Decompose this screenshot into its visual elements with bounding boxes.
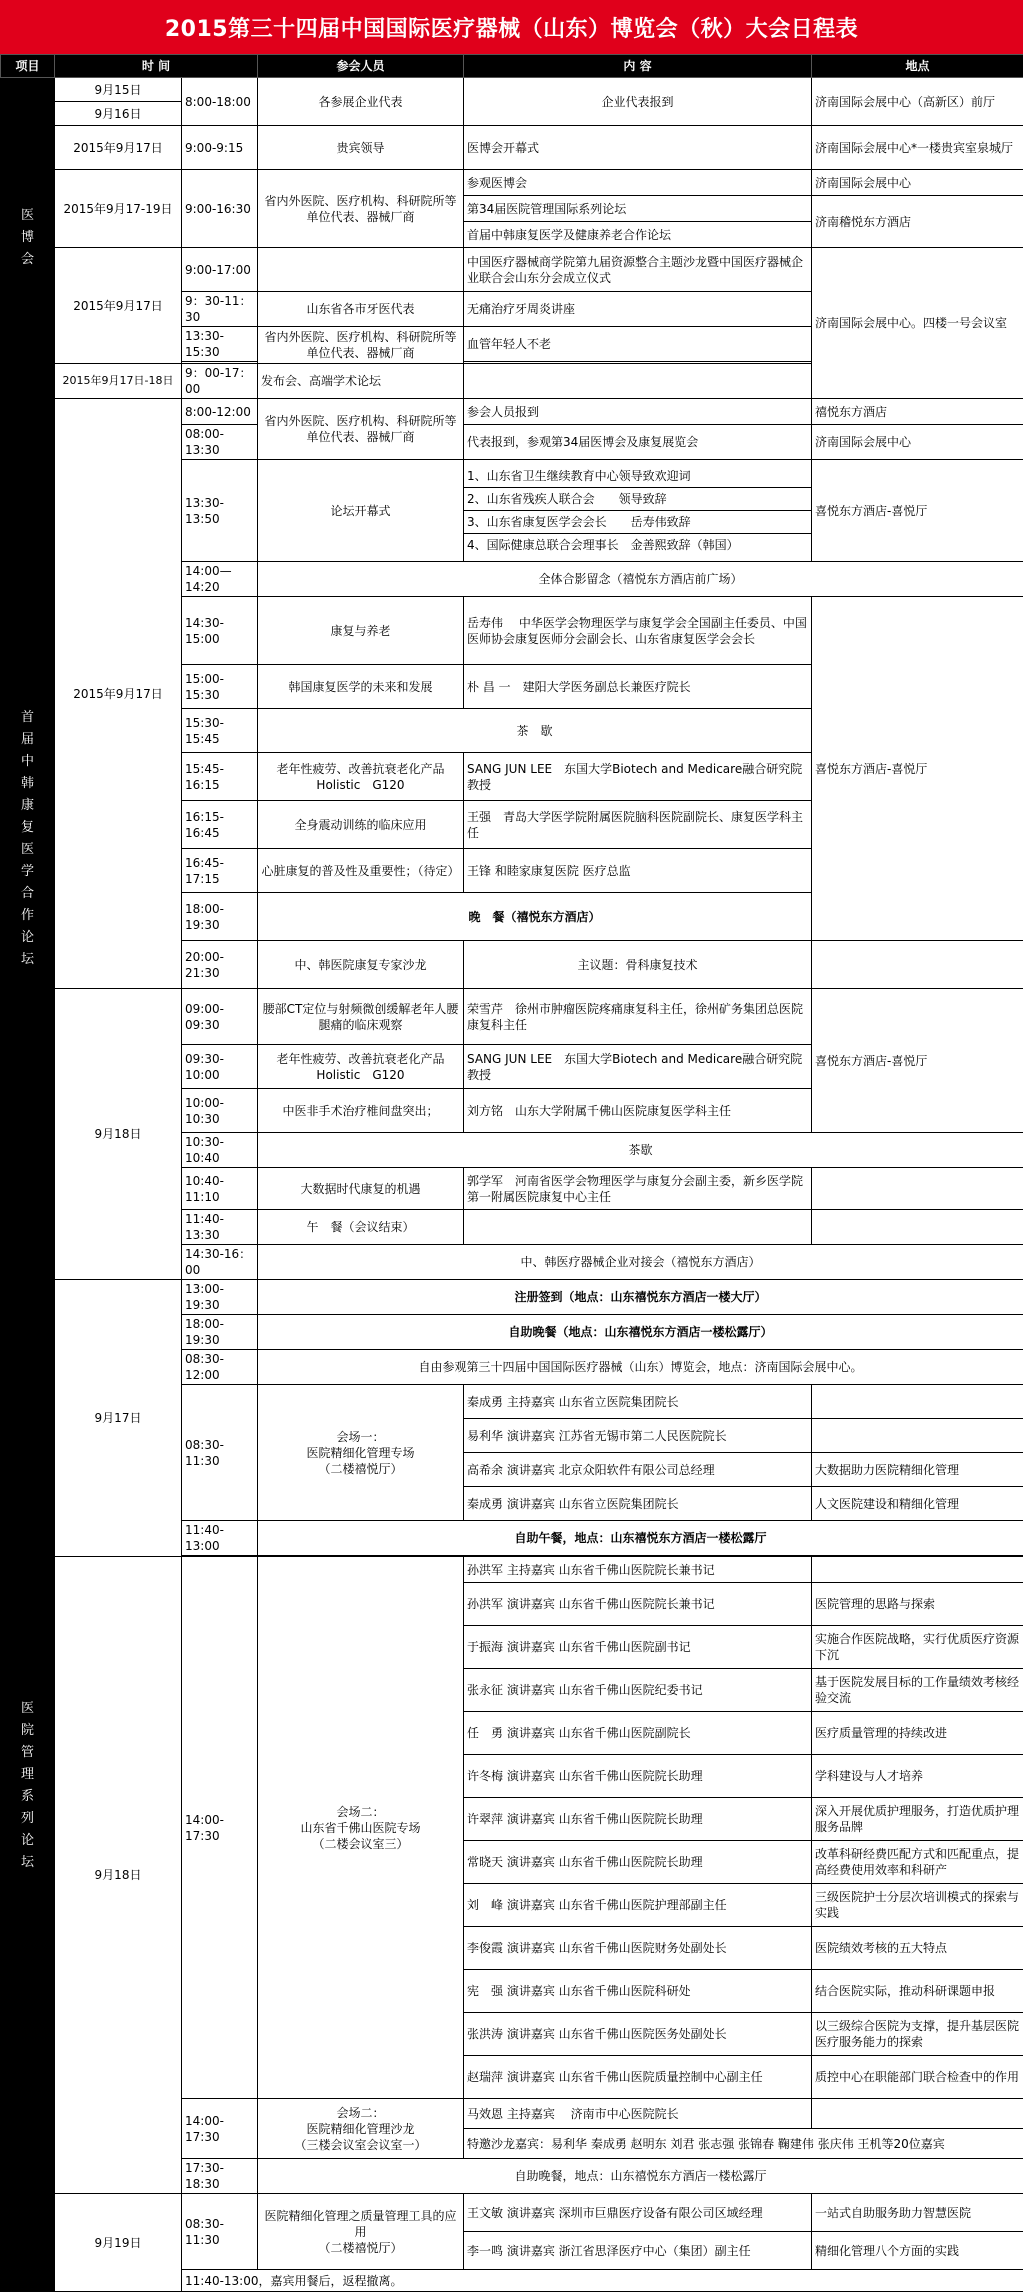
date-cell: 2015年9月17日 <box>55 126 182 170</box>
table-row <box>1 399 1023 425</box>
time-cell: 14:00-17:30 <box>182 1557 258 2099</box>
topic-cell: 精细化管理八个方面的实践 <box>812 2232 1023 2270</box>
speaker-cell: 宪 强 演讲嘉宾 山东省千佛山医院科研处 <box>464 1970 812 2013</box>
time-cell: 9:00-9:15 <box>182 126 258 170</box>
speaker-cell: 高希余 演讲嘉宾 北京众阳软件有限公司总经理 <box>464 1453 812 1487</box>
participants-cell: 全身震动训练的临床应用 <box>258 801 464 849</box>
topic-cell: 基于医院发展目标的工作量绩效考核经验交流 <box>812 1669 1023 1712</box>
date-cell: 9月15日 <box>55 78 182 102</box>
content-cell: 朴 昌 一 建阳大学医务副总长兼医疗院长 <box>464 665 812 709</box>
location-cell: 济南国际会展中心 <box>812 425 1023 460</box>
participants-cell: 中医非手术治疗椎间盘突出； <box>258 1089 464 1133</box>
speaker-cell: 孙洪军 主持嘉宾 山东省千佛山医院院长兼书记 <box>464 1557 812 1583</box>
content-cell: 全体合影留念（禧悦东方酒店前广场） <box>258 562 1023 597</box>
table-row <box>1 170 1023 196</box>
content-cell: 参观医博会 <box>464 170 812 196</box>
content-cell: 郭学军 河南省医学会物理医学与康复分会副主委，新乡医学院第一附属医院康复中心主任 <box>464 1168 812 1210</box>
table-row <box>1 989 1023 1045</box>
participants-cell: 省内外医院、医疗机构、科研院所等单位代表、器械厂商 <box>258 399 464 460</box>
time-cell: 09:30-10:00 <box>182 1045 258 1089</box>
topic-cell: 改革科研经费匹配方式和匹配重点，提高经费使用效率和科研产 <box>812 1841 1023 1884</box>
time-cell: 15:30-15:45 <box>182 709 258 753</box>
location-cell: 禧悦东方酒店 <box>812 399 1023 425</box>
time-cell: 16:15-16:45 <box>182 801 258 849</box>
content-cell: 中国医疗器械商学院第九届资源整合主题沙龙暨中国医疗器械企业联合会山东分会成立仪式 <box>464 248 812 292</box>
topic-cell: 深入开展优质护理服务，打造优质护理服务品牌 <box>812 1798 1023 1841</box>
content-cell: 代表报到，参观第34届医博会及康复展览会 <box>464 425 812 460</box>
content-cell: 荣雪芹 徐州市肿瘤医院疼痛康复科主任，徐州矿务集团总医院康复科主任 <box>464 989 812 1045</box>
speaker-cell: 马效恩 主持嘉宾 济南市中心医院院长 <box>464 2099 812 2129</box>
header-item: 项目 <box>1 55 55 78</box>
header-participants: 参会人员 <box>258 55 464 78</box>
participants-cell: 贵宾领导 <box>258 126 464 170</box>
time-cell: 17:30-18:30 <box>182 2159 258 2194</box>
time-cell: 9：30-11：30 <box>182 292 258 327</box>
speaker-cell: 刘 峰 演讲嘉宾 山东省千佛山医院护理部副主任 <box>464 1884 812 1927</box>
time-cell: 11:40-13:00 <box>182 1521 258 1556</box>
content-cell: 自助晚餐（地点：山东禧悦东方酒店一楼松露厅） <box>258 1315 1023 1350</box>
content-cell: 企业代表报到 <box>464 78 812 126</box>
time-cell: 08:30-12:00 <box>182 1350 258 1385</box>
location-cell: 喜悦东方酒店-喜悦厅 <box>812 460 1023 562</box>
content-cell: 刘方铭 山东大学附属千佛山医院康复医学科主任 <box>464 1089 812 1133</box>
table-header-row <box>1 55 1023 78</box>
topic-cell: 人文医院建设和精细化管理 <box>812 1487 1023 1521</box>
time-cell: 08:00-13:30 <box>182 425 258 460</box>
speaker-cell: 李俊霞 演讲嘉宾 山东省千佛山医院财务处副处长 <box>464 1927 812 1970</box>
participants-cell: 会场二： 医院精细化管理沙龙 （三楼会议室会议室一） <box>258 2099 464 2159</box>
time-cell: 13:30-15:30 <box>182 327 258 362</box>
content-cell: 第34届医院管理国际系列论坛 <box>464 196 812 222</box>
page-title: 2015第三十四届中国国际医疗器械（山东）博览会（秋）大会日程表 <box>0 0 1023 54</box>
topic-cell: 一站式自助服务助力智慧医院 <box>812 2194 1023 2232</box>
speaker-cell: 张洪涛 演讲嘉宾 山东省千佛山医院医务处副处长 <box>464 2013 812 2056</box>
participants-cell: 老年性疲劳、改善抗衰老化产品 Holistic G120 <box>258 753 464 801</box>
section-label-expo: 医 博 会 <box>1 78 55 399</box>
participants-cell: 省内外医院、医疗机构、科研院所等单位代表、器械厂商 <box>258 327 464 364</box>
location-cell: 喜悦东方酒店-喜悦厅 <box>812 597 1023 941</box>
time-cell: 13:30-13:50 <box>182 460 258 562</box>
topic-cell <box>812 1385 1023 1419</box>
date-cell: 2015年9月17-19日 <box>55 170 182 248</box>
participants-cell: 论坛开幕式 <box>258 460 464 562</box>
topic-cell: 大数据助力医院精细化管理 <box>812 1453 1023 1487</box>
content-cell: 医博会开幕式 <box>464 126 812 170</box>
participants-cell: 大数据时代康复的机遇 <box>258 1168 464 1210</box>
list-item: 3、山东省康复医学会会长 岳寿伟致辞 <box>464 511 811 534</box>
content-cell: 参会人员报到 <box>464 399 812 425</box>
section-label-rehab-forum: 首 届 中 韩 康 复 医 学 合 作 论 坛 <box>1 399 55 1280</box>
location-cell: 喜悦东方酒店-喜悦厅 <box>812 989 1023 1133</box>
speaker-cell: 张永征 演讲嘉宾 山东省千佛山医院纪委书记 <box>464 1669 812 1712</box>
topic-cell: 实施合作医院战略，实行优质医疗资源下沉 <box>812 1626 1023 1669</box>
header-location: 地点 <box>812 55 1023 78</box>
participants-cell: 午 餐（会议结束） <box>258 1210 464 1245</box>
table-row <box>1 1280 1023 1315</box>
content-cell <box>464 460 812 562</box>
date-cell: 9月18日 <box>55 989 182 1280</box>
content-cell: 血管年轻人不老 <box>464 327 812 362</box>
time-cell: 14:30-16：00 <box>182 1245 258 1280</box>
speaker-cell: 特邀沙龙嘉宾：易利华 秦成勇 赵明东 刘君 张志强 张锦春 鞠建伟 张庆伟 王机等20位嘉宾 <box>464 2129 1023 2159</box>
time-cell: 9:00-17:00 <box>182 248 258 292</box>
participants-cell: 会场二： 山东省千佛山医院专场 （二楼会议室三） <box>258 1557 464 2099</box>
content-cell: 自由参观第三十四届中国国际医疗器械（山东）博览会，地点：济南国际会展中心。 <box>258 1350 1023 1385</box>
participants-cell: 省内外医院、医疗机构、科研院所等单位代表、器械厂商 <box>258 170 464 248</box>
participants-cell: 会场一： 医院精细化管理专场 （二楼禧悦厅） <box>258 1385 464 1521</box>
date-cell: 9月16日 <box>55 102 182 126</box>
speaker-cell: 许翠萍 演讲嘉宾 山东省千佛山医院院长助理 <box>464 1798 812 1841</box>
topic-cell: 医院绩效考核的五大特点 <box>812 1927 1023 1970</box>
content-cell: 注册签到（地点：山东禧悦东方酒店一楼大厅） <box>258 1280 1023 1315</box>
schedule-table <box>0 54 1023 2292</box>
date-cell: 9月18日 <box>55 1557 182 2194</box>
speaker-cell: 李一鸣 演讲嘉宾 浙江省思泽医疗中心（集团）副主任 <box>464 2232 812 2270</box>
topic-cell: 质控中心在职能部门联合检查中的作用 <box>812 2056 1023 2099</box>
speaker-cell: 赵瑞萍 演讲嘉宾 山东省千佛山医院质量控制中心副主任 <box>464 2056 812 2099</box>
content-cell: 晚 餐（禧悦东方酒店） <box>258 893 812 941</box>
closing-note: 11:40-13:00，嘉宾用餐后，返程撤离。 <box>182 2270 1023 2292</box>
topic-cell <box>812 1419 1023 1453</box>
time-cell: 8:00-18:00 <box>182 78 258 126</box>
topic-cell: 医院管理的思路与探索 <box>812 1583 1023 1626</box>
speaker-cell: 秦成勇 演讲嘉宾 山东省立医院集团院长 <box>464 1487 812 1521</box>
content-cell: SANG JUN LEE 东国大学Biotech and Medicare融合研究院教授 <box>464 1045 812 1089</box>
time-cell: 14:00—14:20 <box>182 562 258 597</box>
content-cell: 王强 青岛大学医学院附属医院脑科医院副院长、康复医学科主任 <box>464 801 812 849</box>
table-row <box>1 1557 1023 1583</box>
date-cell: 9月19日 <box>55 2194 182 2292</box>
content-cell: 发布会、高端学术论坛 <box>258 364 464 399</box>
time-cell: 18:00-19:30 <box>182 1315 258 1350</box>
time-cell: 9:00-16:30 <box>182 170 258 248</box>
header-time: 时 间 <box>55 55 258 78</box>
content-cell: 自助午餐，地点：山东禧悦东方酒店一楼松露厅 <box>258 1521 1023 1556</box>
content-cell: 主议题：骨科康复技术 <box>464 941 812 989</box>
table-row <box>1 248 1023 292</box>
speaker-cell: 常晓天 演讲嘉宾 山东省千佛山医院院长助理 <box>464 1841 812 1884</box>
speaker-cell: 王文敏 演讲嘉宾 深圳市巨鼎医疗设备有限公司区域经理 <box>464 2194 812 2232</box>
speaker-cell: 孙洪军 演讲嘉宾 山东省千佛山医院院长兼书记 <box>464 1583 812 1626</box>
time-cell: 14:30-15:00 <box>182 597 258 665</box>
topic-cell: 学科建设与人才培养 <box>812 1755 1023 1798</box>
speaker-cell: 易利华 演讲嘉宾 江苏省无锡市第二人民医院院长 <box>464 1419 812 1453</box>
content-cell: 自助晚餐，地点：山东禧悦东方酒店一楼松露厅 <box>258 2159 1023 2194</box>
time-cell: 10:00-10:30 <box>182 1089 258 1133</box>
participants-cell: 心脏康复的普及性及重要性；（待定） <box>258 849 464 893</box>
list-item: 1、山东省卫生继续教育中心领导致欢迎词 <box>464 465 811 488</box>
content-cell: 中、韩医疗器械企业对接会（禧悦东方酒店） <box>258 1245 1023 1280</box>
speaker-cell: 秦成勇 主持嘉宾 山东省立医院集团院长 <box>464 1385 812 1419</box>
participants-cell: 各参展企业代表 <box>258 78 464 126</box>
time-cell: 15:00-15:30 <box>182 665 258 709</box>
section-label-hospital-forum: 医 院 管 理 系 列 论 坛 <box>1 1280 55 2292</box>
table-row <box>1 126 1023 170</box>
location-cell: 济南稽悦东方酒店 <box>812 196 1023 248</box>
time-cell: 11:40-13:30 <box>182 1210 258 1245</box>
date-cell: 9月17日 <box>55 1280 182 1557</box>
time-cell: 10:30-10:40 <box>182 1133 258 1168</box>
time-cell: 9：00-17：00 <box>182 364 258 399</box>
participants-cell: 中、韩医院康复专家沙龙 <box>258 941 464 989</box>
participants-cell: 医院精细化管理之质量管理工具的应用 （二楼禧悦厅） <box>258 2194 464 2270</box>
time-cell: 08:30-11:30 <box>182 2194 258 2270</box>
speaker-cell: 任 勇 演讲嘉宾 山东省千佛山医院副院长 <box>464 1712 812 1755</box>
topic-cell: 三级医院护士分层次培训模式的探索与实践 <box>812 1884 1023 1927</box>
time-cell: 10:40-11:10 <box>182 1168 258 1210</box>
time-cell: 13:00-19:30 <box>182 1280 258 1315</box>
participants-cell: 山东省各市牙医代表 <box>258 292 464 327</box>
content-cell: 茶 歇 <box>258 709 812 753</box>
content-cell: 无痛治疗牙周炎讲座 <box>464 292 812 327</box>
location-cell: 济南国际会展中心（高新区）前厅 <box>812 78 1023 126</box>
time-cell: 09:00-09:30 <box>182 989 258 1045</box>
location-cell: 济南国际会展中心*一楼贵宾室泉城厅 <box>812 126 1023 170</box>
time-cell: 18:00-19:30 <box>182 893 258 941</box>
topic-cell: 结合医院实际，推动科研课题申报 <box>812 1970 1023 2013</box>
participants-cell: 韩国康复医学的未来和发展 <box>258 665 464 709</box>
list-item: 2、山东省残疾人联合会 领导致辞 <box>464 488 811 511</box>
list-item: 4、国际健康总联合会理事长 金善熙致辞（韩国） <box>464 534 811 556</box>
date-cell: 2015年9月17日-18日 <box>55 364 182 399</box>
table-row <box>1 2194 1023 2232</box>
speaker-cell: 许冬梅 演讲嘉宾 山东省千佛山医院院长助理 <box>464 1755 812 1798</box>
header-content: 内 容 <box>464 55 812 78</box>
topic-cell: 以三级综合医院为支撑，提升基层医院医疗服务能力的探索 <box>812 2013 1023 2056</box>
time-cell: 8:00-12:00 <box>182 399 258 425</box>
time-cell: 16:45-17:15 <box>182 849 258 893</box>
date-cell: 2015年9月17日 <box>55 248 182 364</box>
participants-cell: 腰部CT定位与射频微创缓解老年人腰腿痛的临床观察 <box>258 989 464 1045</box>
table-row <box>1 78 1023 102</box>
time-cell: 08:30-11:30 <box>182 1385 258 1521</box>
time-cell: 20:00-21:30 <box>182 941 258 989</box>
content-cell: SANG JUN LEE 东国大学Biotech and Medicare融合研究院教授 <box>464 753 812 801</box>
participants-cell: 老年性疲劳、改善抗衰老化产品 Holistic G120 <box>258 1045 464 1089</box>
topic-cell: 医疗质量管理的持续改进 <box>812 1712 1023 1755</box>
content-cell: 王锋 和睦家康复医院 医疗总监 <box>464 849 812 893</box>
content-cell: 首届中韩康复医学及健康养老合作论坛 <box>464 222 812 248</box>
participants-cell: 康复与养老 <box>258 597 464 665</box>
speaker-cell: 于振海 演讲嘉宾 山东省千佛山医院副书记 <box>464 1626 812 1669</box>
date-cell: 2015年9月17日 <box>55 399 182 989</box>
location-cell: 济南国际会展中心 <box>812 170 1023 196</box>
content-cell: 岳寿伟 中华医学会物理医学与康复学会全国副主任委员、中国医师协会康复医师分会副会长、山东省康复医学会会长 <box>464 597 812 665</box>
location-cell: 济南国际会展中心。四楼一号会议室 <box>812 248 1023 399</box>
time-cell: 14:00-17:30 <box>182 2099 258 2159</box>
time-cell: 15:45-16:15 <box>182 753 258 801</box>
content-cell: 茶歇 <box>258 1133 1023 1168</box>
